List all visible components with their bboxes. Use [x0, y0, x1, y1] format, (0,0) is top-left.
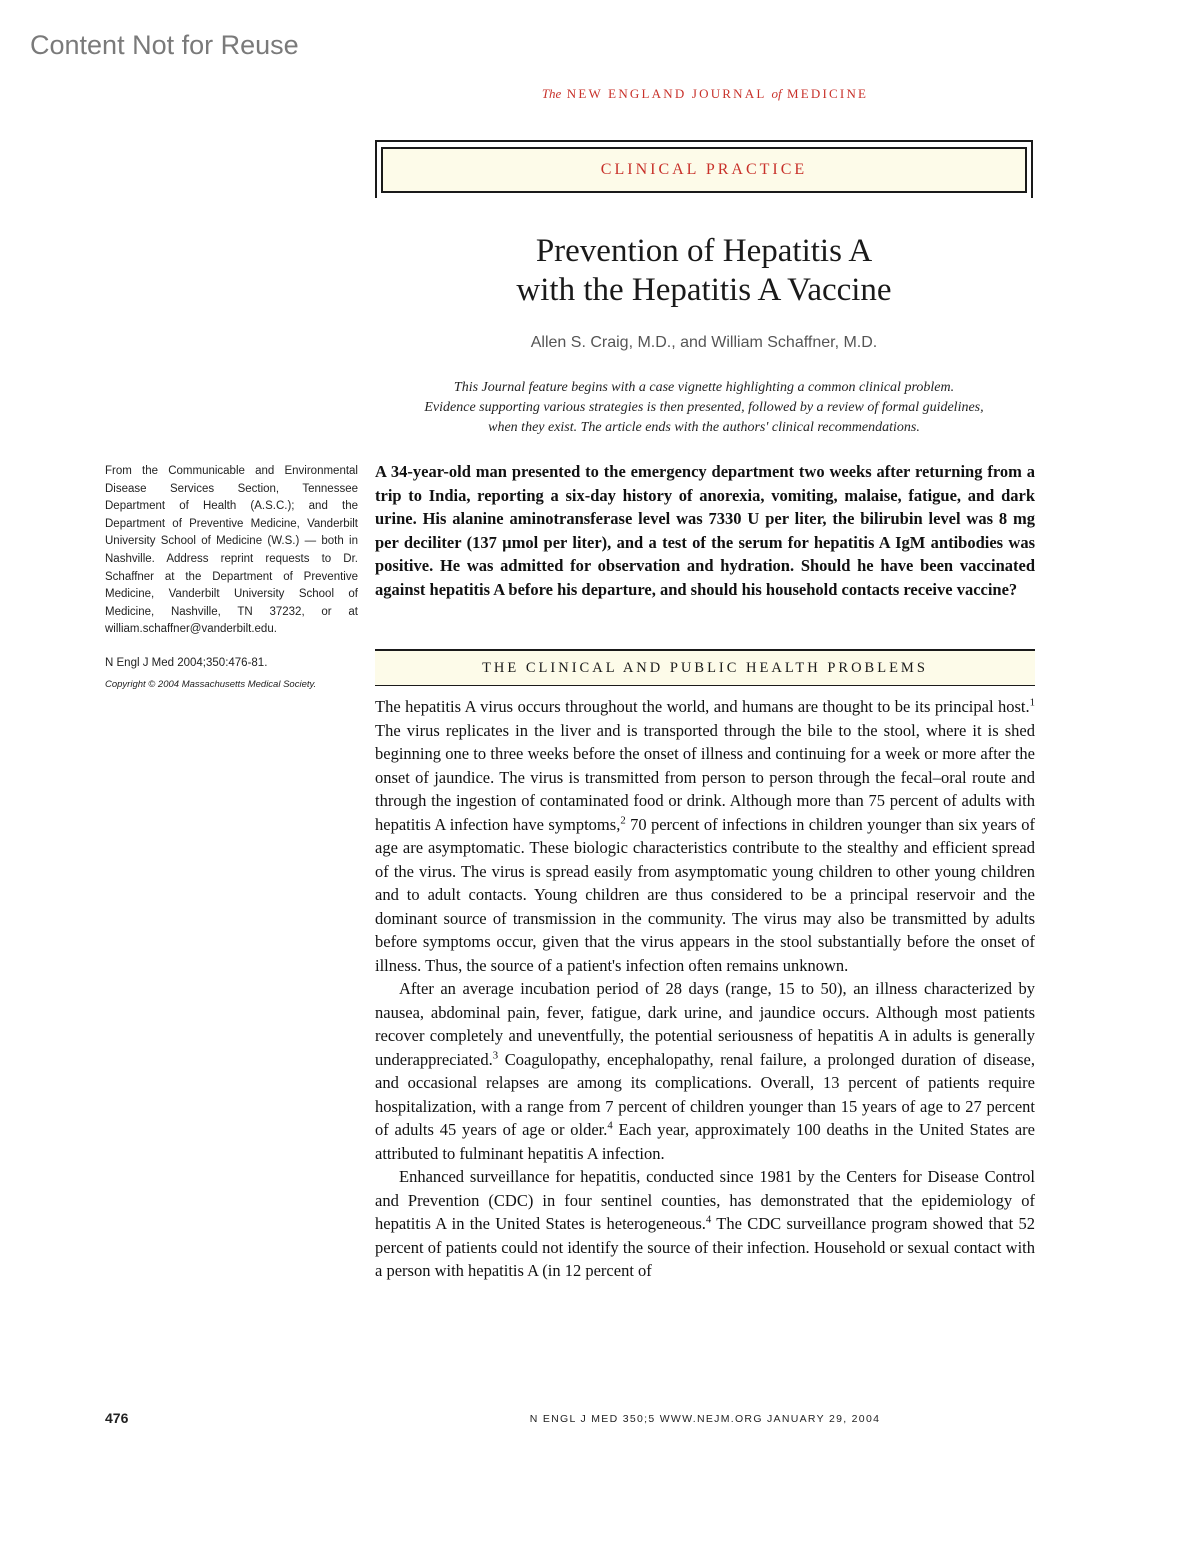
case-vignette: A 34-year-old man presented to the emergency department two weeks after returning from a trip to India, reporting a six-day history of anorexia, vomiting, malaise, fatigue, and dark urine. His alanine aminotransferase level was 7330 U per liter, the bilirubin level was 8 mg per deciliter (137 µmol per liter), and a test of the serum for hepatitis A IgM antibodies was positive. He was admitted for observation and hydration. Should he have been vaccinated against hepatitis A before his departure, and should his household contacts receive vaccine?: [375, 462, 1035, 599]
page-number: 476: [105, 1410, 129, 1426]
affiliation-note: From the Communicable and Environmental Disease Services Section, Tennessee Department of Health (A.S.C.); and the Department of Preventive Medicine, Vanderbilt University School of Medicine (W.S.) — both in Nashville. Address reprint requests to Dr. Schaffner at the Department of Preventive Medicine, Vanderbilt University School of Medicine, Nashville, TN 37232, or at william.schaffner@vanderbilt.edu.: [105, 465, 358, 636]
feature-note-line-2: Evidence supporting various strategies is then presented, followed by a review of formal guidelines,: [424, 400, 984, 415]
watermark: Content Not for Reuse: [30, 30, 299, 60]
feature-note-line-3: when they exist. The article ends with the authors' clinical recommendations.: [488, 420, 920, 435]
body-text: [375, 695, 1035, 1283]
feature-note: [375, 378, 1033, 438]
paragraph-3: Enhanced surveillance for hepatitis, conducted since 1981 by the Centers for Disease Control and Prevention (CDC) in four sentinel counties, has demonstrated that the epidemiology of hepatitis A in the United States is heterogeneous.$^4$ The CDC surveillance program showed that 52 percent of patients could not identify the source of their infection. Household or sexual contact with a person with hepatitis A (in 12 percent of: [375, 1167, 1035, 1280]
section-label: CLINICAL PRACTICE: [381, 147, 1027, 193]
citation: N Engl J Med 2004;350:476-81.: [105, 657, 268, 669]
paragraph-2: After an average incubation period of 28 days (range, 15 to 50), an illness characterized by nausea, abdominal pain, fever, fatigue, dark urine, and jaundice occurs. Although most patients recover completely and uneventfully, the potential seriousness of hepatitis A in adults is generally underappreciated.$^3$ Coagulopathy, encephalopathy, renal failure, a prolonged duration of disease, and occasional relapses are among its complications. Overall, 13 percent of patients require hospitalization, with a range from 7 percent of children younger than 15 years of age to 27 percent of adults 45 years of age or older.$^4$ Each year, approximately 100 deaths in the United States are attributed to fulminant hepatitis A infection.: [375, 979, 1035, 1163]
title-line-2: with the Hepatitis A Vaccine: [516, 272, 892, 308]
feature-note-line-1: This Journal feature begins with a case vignette highlighting a common clinical problem.: [453, 380, 955, 395]
authors: Allen S. Craig, M.D., and William Schaffner, M.D.: [530, 334, 878, 351]
journal-the: The: [541, 86, 562, 101]
journal-of: of: [771, 86, 782, 101]
journal-header: [0, 86, 1200, 102]
journal-name-a: NEW ENGLAND JOURNAL: [566, 86, 766, 101]
article-title: [375, 232, 1033, 310]
title-line-1: Prevention of Hepatitis A: [535, 233, 873, 269]
page-footer: N ENGL J MED 350;5 WWW.NEJM.ORG JANUARY 29, 2004: [529, 1413, 881, 1425]
journal-name-b: MEDICINE: [787, 86, 869, 101]
copyright: Copyright © 2004 Massachusetts Medical Society.: [105, 679, 317, 690]
section-heading: THE CLINICAL AND PUBLIC HEALTH PROBLEMS: [375, 649, 1035, 686]
paragraph-1: The hepatitis A virus occurs throughout the world, and humans are thought to be its principal host.$^1$ The virus replicates in the liver and is transported through the bile to the stool, where it is shed beginning one to three weeks before the onset of illness and continuing for a week or more after the onset of jaundice. The virus is transmitted from person to person through the fecal–oral route and through the ingestion of contaminated food or drink. Although more than 75 percent of adults with hepatitis A infection have symptoms,$^2$ 70 percent of infections in children younger than six years of age are asymptomatic. These biologic characteristics contribute to the stealthy and efficient spread of the virus. The virus is spread easily from asymptomatic young children to other young children and to adult contacts. Young children are thus considered to be a principal reservoir and the dominant source of transmission in the community. The virus may also be transmitted by adults before symptoms occur, given that the virus appears in the stool substantially before the onset of illness. Thus, the source of a patient's infection often remains unknown.: [375, 696, 1036, 975]
